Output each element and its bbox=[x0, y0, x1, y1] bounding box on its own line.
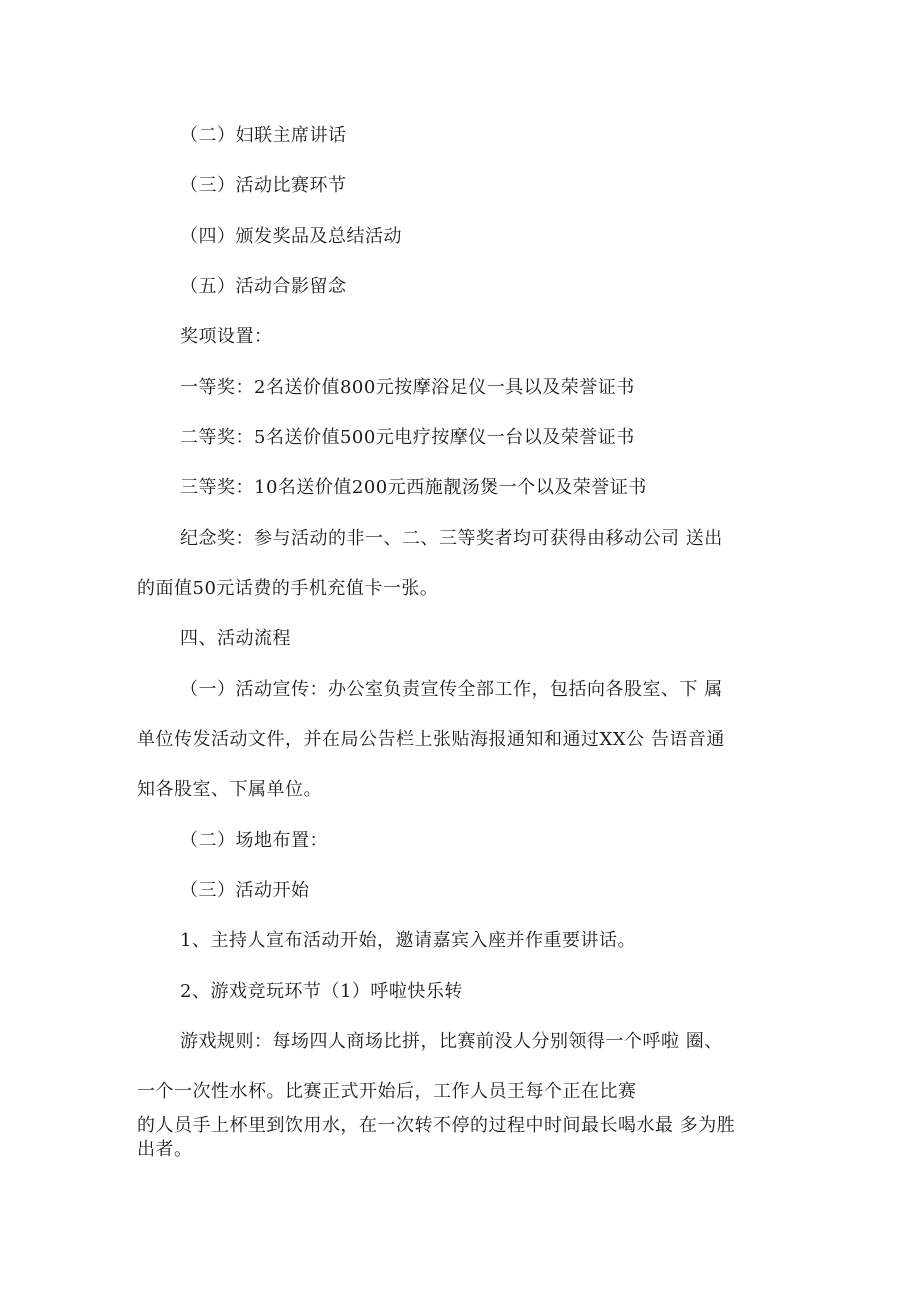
list-item-activity-start: （三）活动开始 bbox=[180, 880, 310, 901]
award-second-prize: 二等奖：5名送价值500元电疗按摩仪一台以及荣誉证书 bbox=[180, 427, 635, 448]
step-host-announcement: 1、主持人宣布活动开始，邀请嘉宾入座并作重要讲话。 bbox=[180, 930, 636, 951]
list-item-venue-setup: （二）场地布置： bbox=[180, 830, 328, 851]
promotion-paragraph-line-3: 知各股室、下属单位。 bbox=[137, 779, 322, 800]
promotion-paragraph-line-1: （一）活动宣传：办公室负责宣传全部工作，包括向各股室、下 属 bbox=[180, 679, 723, 700]
award-third-prize: 三等奖：10名送价值200元西施靓汤煲一个以及荣誉证书 bbox=[180, 477, 647, 498]
award-souvenir-line-1: 纪念奖：参与活动的非一、二、三等奖者均可获得由移动公司 送出 bbox=[180, 528, 723, 549]
step-game-session: 2、游戏竞玩环节（1）呼啦快乐转 bbox=[180, 981, 463, 1002]
list-item-competition-session: （三）活动比赛环节 bbox=[180, 175, 347, 196]
promotion-paragraph-line-2: 单位传发活动文件，并在局公告栏上张贴海报通知和通过XX公 告语音通 bbox=[137, 729, 725, 750]
list-item-women-federation-speech: （二）妇联主席讲话 bbox=[180, 125, 347, 146]
game-rules-line-3: 的人员手上杯里到饮用水，在一次转不停的过程中时间最长喝水最 多为胜 bbox=[137, 1115, 736, 1136]
list-item-group-photo: （五）活动合影留念 bbox=[180, 276, 347, 297]
section-heading-awards: 奖项设置： bbox=[180, 326, 273, 347]
game-rules-line-1: 游戏规则：每场四人商场比拼，比赛前没人分别领得一个呼啦 圈、 bbox=[180, 1031, 723, 1052]
game-rules-line-2: 一个一次性水杯。比赛正式开始后，工作人员王每个正在比赛 bbox=[137, 1081, 637, 1102]
section-heading-process: 四、活动流程 bbox=[180, 628, 291, 649]
game-rules-line-4: 出者。 bbox=[137, 1139, 193, 1160]
award-first-prize: 一等奖：2名送价值800元按摩浴足仪一具以及荣誉证书 bbox=[180, 377, 635, 398]
award-souvenir-line-2: 的面值50元话费的手机充值卡一张。 bbox=[137, 578, 439, 599]
list-item-award-ceremony: （四）颁发奖品及总结活动 bbox=[180, 226, 402, 247]
